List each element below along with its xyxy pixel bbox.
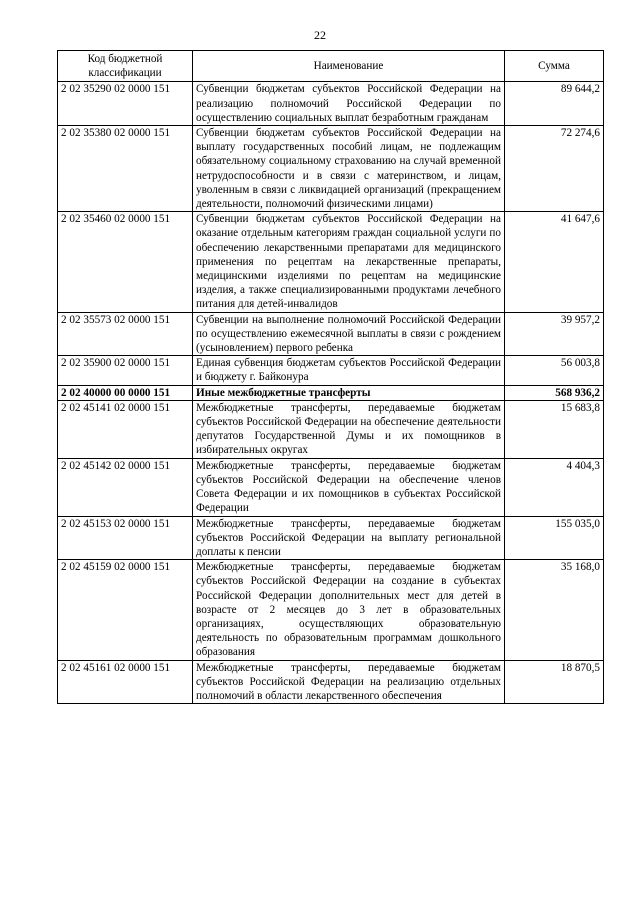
row-sum: 4 404,3	[505, 458, 604, 516]
budget-table	[57, 50, 604, 704]
row-sum: 41 647,6	[505, 212, 604, 312]
table-row	[58, 400, 604, 458]
row-code: 2 02 45161 02 0000 151	[58, 660, 193, 704]
row-name: Межбюджетные трансферты, передаваемые бюджетам субъектов Российской Федерации на выплату региональной доплаты к пенсии	[193, 516, 505, 560]
row-code: 2 02 45153 02 0000 151	[58, 516, 193, 560]
page-number: 22	[314, 28, 326, 42]
row-name: Субвенции бюджетам субъектов Российской Федерации на оказание отдельным категориям граждан социальной услуги по обеспечению лекарственными препаратами для медицинского применения по рецептам на лекарственные препараты, медицинскими изделиями по рецептам на медицинские изделия, а также специализированными продуктами лечебного питания для детей-инвалидов	[193, 212, 505, 312]
row-name: Межбюджетные трансферты, передаваемые бюджетам субъектов Российской Федерации на обеспечение деятельности депутатов Государственной Думы и их помощников в избирательных округах	[193, 400, 505, 458]
table-row	[58, 126, 604, 212]
row-name: Межбюджетные трансферты, передаваемые бюджетам субъектов Российской Федерации на обеспечение членов Совета Федерации и их помощников в субъектах Российской Федерации	[193, 458, 505, 516]
row-sum: 39 957,2	[505, 312, 604, 356]
row-name: Субвенции на выполнение полномочий Российской Федерации по осуществлению ежемесячной выплаты в связи с рождением (усыновлением) первого ребенка	[193, 312, 505, 356]
row-sum: 15 683,8	[505, 400, 604, 458]
row-code: 2 02 35380 02 0000 151	[58, 126, 193, 212]
row-sum: 155 035,0	[505, 516, 604, 560]
row-name: Субвенции бюджетам субъектов Российской Федерации на выплату государственных пособий лицам, не подлежащим обязательному социальному страхованию на случай временной нетрудоспособности и в связи с материнством, и лицам, уволенным в связи с ликвидацией организаций (прекращением деятельности, полномочий физическими лицами)	[193, 126, 505, 212]
row-sum: 72 274,6	[505, 126, 604, 212]
row-code: 2 02 35900 02 0000 151	[58, 356, 193, 385]
row-sum: 568 936,2	[505, 385, 604, 400]
table-row	[58, 356, 604, 385]
table-row	[58, 458, 604, 516]
table-row	[58, 82, 604, 126]
table-body	[58, 82, 604, 704]
table-header-row	[58, 51, 604, 82]
row-code: 2 02 45141 02 0000 151	[58, 400, 193, 458]
header-name: Наименование	[193, 51, 505, 82]
row-name: Субвенции бюджетам субъектов Российской Федерации на реализацию полномочий Российской Федерации по осуществлению социальных выплат безработным гражданам	[193, 82, 505, 126]
row-name: Межбюджетные трансферты, передаваемые бюджетам субъектов Российской Федерации на создание в субъектах Российской Федерации дополнительных мест для детей в возрасте от 2 месяцев до 3 лет в образовательных организациях, осуществляющих образовательную деятельность по образовательным программам дошкольного образования	[193, 560, 505, 660]
table-row	[58, 660, 604, 704]
row-code: 2 02 40000 00 0000 151	[58, 385, 193, 400]
row-sum: 89 644,2	[505, 82, 604, 126]
row-name: Иные межбюджетные трансферты	[193, 385, 505, 400]
row-name: Единая субвенция бюджетам субъектов Российской Федерации и бюджету г. Байконура	[193, 356, 505, 385]
row-code: 2 02 45159 02 0000 151	[58, 560, 193, 660]
header-sum: Сумма	[505, 51, 604, 82]
row-sum: 35 168,0	[505, 560, 604, 660]
header-code: Код бюджетной классификации	[58, 51, 193, 82]
row-code: 2 02 35460 02 0000 151	[58, 212, 193, 312]
table-row	[58, 385, 604, 400]
table-row	[58, 516, 604, 560]
row-code: 2 02 35290 02 0000 151	[58, 82, 193, 126]
row-name: Межбюджетные трансферты, передаваемые бюджетам субъектов Российской Федерации на реализацию отдельных полномочий в области лекарственного обеспечения	[193, 660, 505, 704]
table-row	[58, 212, 604, 312]
table-row	[58, 312, 604, 356]
row-code: 2 02 45142 02 0000 151	[58, 458, 193, 516]
row-sum: 18 870,5	[505, 660, 604, 704]
row-sum: 56 003,8	[505, 356, 604, 385]
table-row	[58, 560, 604, 660]
row-code: 2 02 35573 02 0000 151	[58, 312, 193, 356]
